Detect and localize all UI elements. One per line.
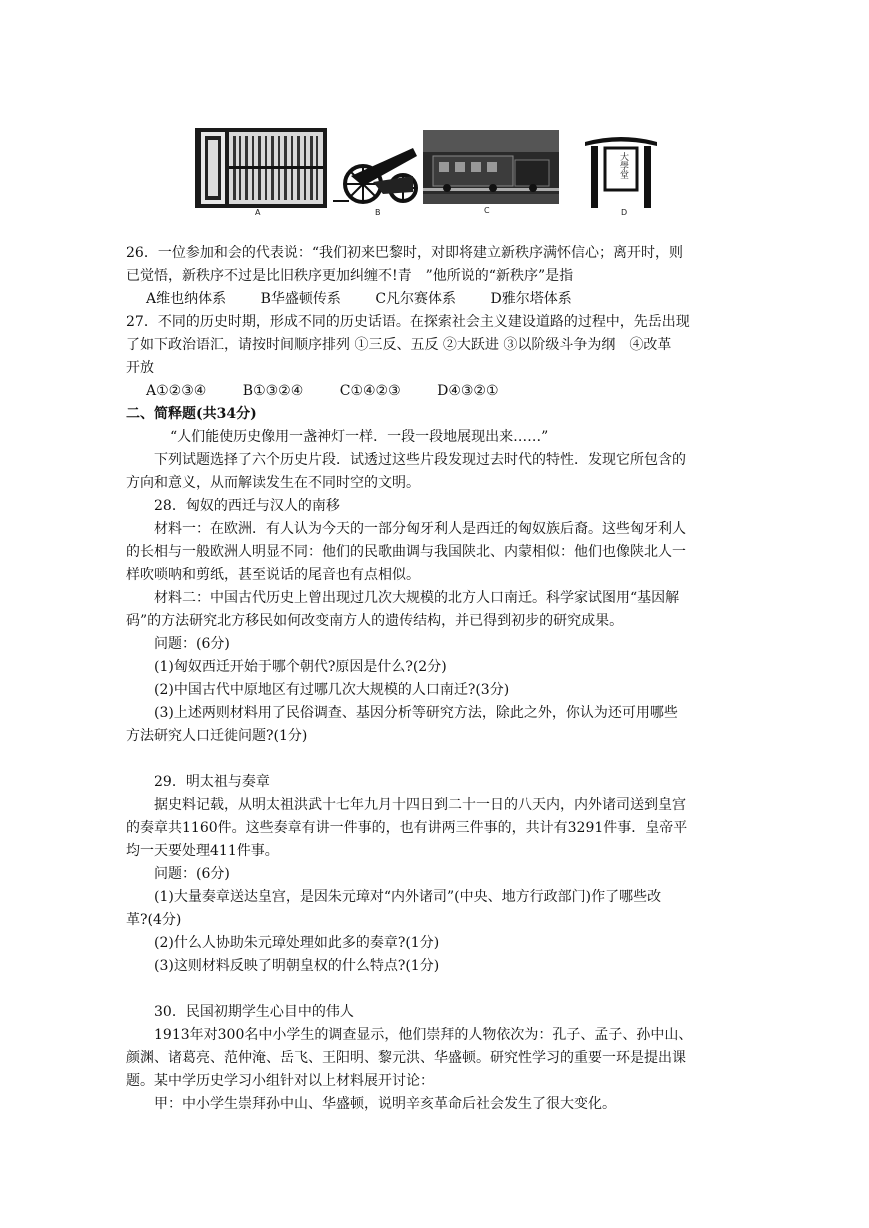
figure-strip [195, 128, 675, 220]
q29-sub-2: (2)什么人协助朱元璋处理如此多的奏章?(1分) [154, 935, 440, 951]
question-30 [126, 1001, 738, 1116]
q30-para-line-2: 颜渊、诸葛亮、范仲淹、岳飞、王阳明、黎元洪、华盛顿。研究性学习的重要一环是提出课 [126, 1050, 686, 1066]
cannon-image [333, 146, 419, 208]
q29-para-line-2: 的奏章共1160件。这些奏章有讲一件事的，也有讲两三件事的，共计有3291件事．皇帝平 [126, 820, 688, 836]
q26-option-c: C凡尔赛体系 [375, 291, 457, 307]
question-27 [126, 311, 738, 403]
q28-material-1-line-2: 的长相与一般欧洲人明显不同：他们的民歌曲调与我国陕北、内蒙相似：他们也像陕北人一 [126, 544, 686, 560]
q26-option-a: A维也纳体系 [146, 291, 227, 307]
q27-option-b: B①③②④ [242, 383, 304, 399]
document-body [126, 242, 738, 1116]
q28-material-2-line-1: 材料二：中国古代历史上曾出现过几次大规模的北方人口南迁。科学家试图用“基因解 [154, 590, 680, 606]
section-2-intro-1: 下列试题选择了六个历史片段．试透过这些片段发现过去时代的特性．发现它所包含的 [154, 452, 686, 468]
newspaper-image [195, 128, 327, 208]
q30-para-line-1: 1913年对300名中小学生的调查显示，他们崇拜的人物依次为：孔子、孟子、孙中山、 [154, 1027, 693, 1043]
q28-material-2-line-2: 码”的方法研究北方移民如何改变南方人的遗传结构，并已得到初步的研究成果。 [126, 613, 624, 629]
figure-label-d: D [621, 208, 628, 217]
q28-sub-3-line-2: 方法研究人口迁徙问题?(1分) [126, 728, 308, 744]
q26-line-2: 已觉悟，新秩序不过是比旧秩序更加纠缠不!青 ”他所说的“新秩序”是指 [126, 268, 574, 284]
q27-line-2: 了如下政治语汇，请按时间顺序排列 ①三反、五反 ②大跃进 ③以阶级斗争为纲 ④改革 [126, 337, 672, 353]
section-2-intro-2: 方向和意义，从而解读发生在不同时空的文明。 [126, 475, 420, 491]
q28-sub-2: (2)中国古代中原地区有过哪几次大规模的人口南迁?(3分) [154, 682, 510, 698]
q27-options [126, 380, 738, 403]
q28-material-1-line-3: 样吹唢呐和剪纸，甚至说话的尾音也有点相似。 [126, 567, 420, 583]
q28-question-label: 问题：(6分) [154, 636, 230, 652]
spacer [126, 748, 738, 771]
section-2-heading: 二、简释题(共34分) [126, 406, 257, 422]
q29-para-line-1: 据史料记载，从明太祖洪武十七年九月十四日到二十一日的八天内，内外诸司送到皇宫 [154, 797, 686, 813]
gate-plaque-text: 大學堂 [618, 152, 628, 179]
q27-option-d: D④③②① [437, 383, 499, 399]
q28-sub-3-line-1: (3)上述两则材料用了民俗调查、基因分析等研究方法，除此之外，你认为还可用哪些 [154, 705, 678, 721]
question-28 [126, 495, 738, 748]
q27-line-3: 开放 [126, 360, 154, 376]
question-26 [126, 242, 738, 311]
q26-option-b: B华盛顿传系 [260, 291, 341, 307]
q27-line-1: 27．不同的历史时期，形成不同的历史话语。在探索社会主义建设道路的过程中，先岳出现 [126, 314, 690, 330]
q30-para-line-4: 甲：中小学生崇拜孙中山、华盛顿，说明辛亥革命后社会发生了很大变化。 [154, 1096, 616, 1112]
spacer [126, 978, 738, 1001]
q29-sub-1-line-2: 革?(4分) [126, 912, 182, 928]
figure-label-c: C [484, 206, 490, 215]
q26-options [126, 288, 738, 311]
q29-sub-1-line-1: (1)大量奏章送达皇宫，是因朱元璋对“内外诸司”(中央、地方行政部门)作了哪些改 [154, 889, 662, 905]
section-2 [126, 403, 738, 495]
section-2-quote: “人们能使历史像用一盏神灯一样．一段一段地展现出来……” [170, 429, 549, 445]
q27-option-a: A①②③④ [146, 383, 207, 399]
q28-material-1-line-1: 材料一：在欧洲．有人认为今天的一部分匈牙利人是西迁的匈奴族后裔。这些匈牙利人 [154, 521, 686, 537]
figure-label-b: B [375, 208, 381, 217]
question-29 [126, 771, 738, 978]
q27-option-c: C①④②③ [339, 383, 401, 399]
train-image [423, 130, 559, 204]
q29-sub-3: (3)这则材料反映了明朝皇权的什么特点?(1分) [154, 958, 440, 974]
q29-title: 29．明太祖与奏章 [154, 774, 270, 790]
q29-para-line-3: 均一天要处理411件事。 [126, 843, 279, 859]
q26-option-d: D雅尔塔体系 [490, 291, 572, 307]
q28-sub-1: (1)匈奴西迁开始于哪个朝代?原因是什么?(2分) [154, 659, 447, 675]
q30-para-line-3: 题。某中学历史学习小组针对以上材料展开讨论： [126, 1073, 434, 1089]
q29-question-label: 问题：(6分) [154, 866, 230, 882]
q28-title: 28．匈奴的西迁与汉人的南移 [154, 498, 340, 514]
figure-label-a: A [255, 208, 261, 217]
q30-title: 30．民国初期学生心目中的伟人 [154, 1004, 354, 1020]
q26-line-1: 26．一位参加和会的代表说：“我们初来巴黎时，对即将建立新秩序满怀信心；离开时，则 [126, 245, 683, 261]
